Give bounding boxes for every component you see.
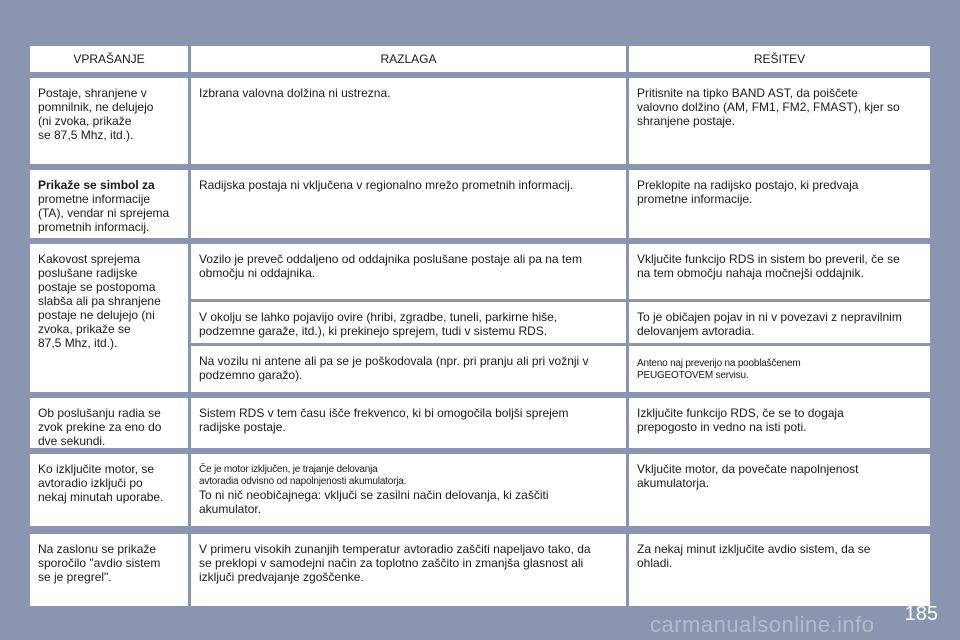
solution-cell: Vključite funkcijo RDS in sistem bo preveril, če se na tem območju nahaja močnejši oddajnik. [629, 244, 930, 299]
cause-small-text: Če je motor izključen, je trajanje delovanja avtoradia odvisno od napolnjenosti akumulatorja. [199, 464, 407, 487]
cause-cell: Vozilo je preveč oddaljeno od oddajnika poslušane postaje ali pa na tem območju ni oddajnika. [191, 244, 626, 299]
solution-cell: Pritisnite na tipko BAND AST, da poiščete valovno dolžino (AM, FM1, FM2, FMAST), kjer so shranjene postaje. [629, 78, 930, 164]
cause-cell: Na vozilu ni antene ali pa se je poškodovala (npr. pri pranju ali pri vožnji v podzemno garažo). [191, 346, 626, 392]
question-cell [30, 170, 188, 238]
header-cause: RAZLAGA [191, 46, 626, 72]
cause-cell: Sistem RDS v tem času išče frekvenco, ki bi omogočila boljši sprejem radijske postaje. [191, 398, 626, 448]
cause-text: To ni nič neobičajnega: vključi se zasilni način delovanja, ki zaščiti akumulator. [199, 488, 549, 516]
question-cell: Postaje, shranjene v pomnilnik, ne delujejo (ni zvoka, prikaže se 87,5 Mhz, itd.). [30, 78, 188, 164]
watermark-text: carmanualsonline.info [650, 612, 875, 637]
question-bold-text: Prikaže se simbol za [38, 178, 155, 192]
solution-cell: Izključite funkcijo RDS, če se to dogaja prepogosto in vedno na isti poti. [629, 398, 930, 448]
question-cell: Na zaslonu se prikaže sporočilo "avdio sistem se je pregrel". [30, 534, 188, 606]
solution-cell: Preklopite na radijsko postajo, ki predvaja prometne informacije. [629, 170, 930, 238]
cause-cell: Izbrana valovna dolžina ni ustrezna. [191, 78, 626, 164]
header-solution: REŠITEV [629, 46, 930, 72]
cause-cell: V okolju se lahko pojavijo ovire (hribi, zgradbe, tuneli, parkirne hiše, podzemne garaže, itd.), ki prekinejo sprejem, tudi v sistemu RDS. [191, 302, 626, 343]
cause-cell: Radijska postaja ni vključena v regionalno mrežo prometnih informacij. [191, 170, 626, 238]
page-number: 185 [904, 603, 938, 625]
question-text: prometne informacije (TA), vendar ni sprejema prometnih informacij. [38, 192, 170, 234]
solution-cell: Za nekaj minut izključite avdio sistem, da se ohladi. [629, 534, 930, 606]
question-cell: Ko izključite motor, se avtoradio izključi po nekaj minutah uporabe. [30, 454, 188, 526]
solution-cell: Vključite motor, da povečate napolnjenost akumulatorja. [629, 454, 930, 526]
question-cell: Ob poslušanju radia se zvok prekine za eno do dve sekundi. [30, 398, 188, 448]
solution-cell: To je običajen pojav in ni v povezavi z nepravilnim delovanjem avtoradia. [629, 302, 930, 343]
header-question: VPRAŠANJE [30, 46, 188, 72]
solution-cell: Anteno naj preverijo na pooblaščenem PEUGEOTOVEM servisu. [629, 346, 930, 392]
cause-cell: V primeru visokih zunanjih temperatur avtoradio zaščiti napeljavo tako, da se preklopi v samodejni način za toplotno zaščito in zmanjša glasnost ali izključi predvajanje zgoščenke. [191, 534, 626, 606]
question-cell: Kakovost sprejema poslušane radijske postaje se postopoma slabša ali pa shranjene postaje ne delujejo (ni zvoka, prikaže se 87,5 Mhz, itd.). [30, 244, 188, 392]
cause-cell [191, 454, 626, 526]
